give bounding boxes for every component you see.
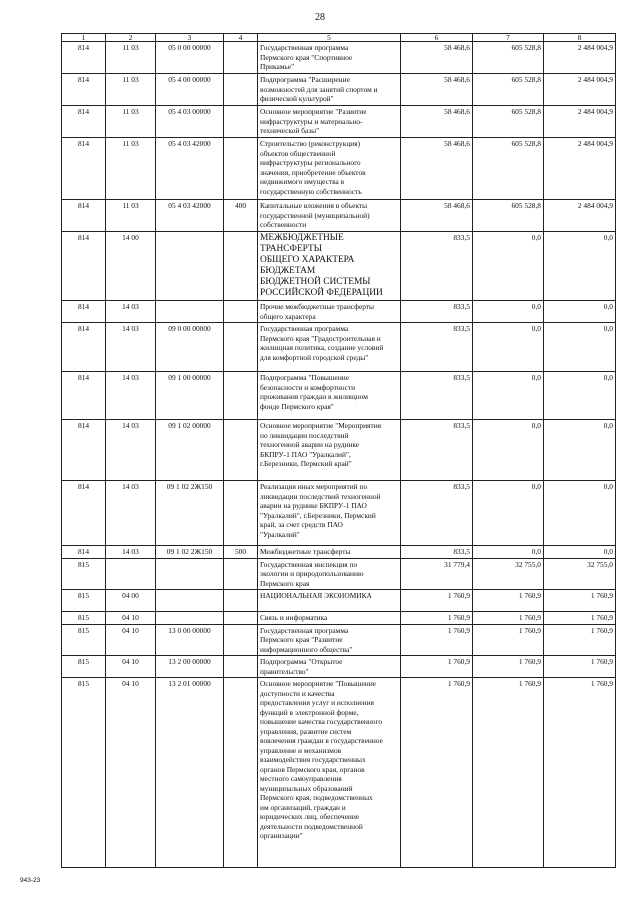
table-row [62, 106, 616, 138]
cell-amount-7: 0,0 [473, 481, 544, 546]
table-row [62, 323, 616, 372]
cell-target-article: 05 4 03 42000 [156, 138, 224, 200]
cell-section: 11 03 [106, 42, 156, 74]
cell-expense-type [224, 372, 258, 420]
cell-amount-7: 605 528,8 [473, 138, 544, 200]
cell-expense-type [224, 558, 258, 590]
budget-table [61, 33, 616, 868]
cell-expense-type [224, 624, 258, 656]
cell-amount-8: 32 755,0 [544, 558, 616, 590]
column-header: 7 [473, 34, 544, 42]
cell-name: Реализация иных мероприятий по ликвидации последствий техногенной аварии на руднике БКПРУ-1 ПАО "Уралкалий", г.Березники, Пермский край, за счет средств ПАО "Уралкалий" [258, 481, 401, 546]
cell-amount-7: 0,0 [473, 420, 544, 481]
table-row [62, 612, 616, 625]
cell-section: 14 03 [106, 546, 156, 559]
cell-grbs: 814 [62, 74, 106, 106]
cell-name: Подпрограмма "Повышение безопасности и комфортности проживания граждан в жилищном фонде Пермского края" [258, 372, 401, 420]
cell-amount-8: 0,0 [544, 232, 616, 301]
cell-section: 04 00 [106, 590, 156, 612]
cell-name: Подпрограмма "Открытое правительство" [258, 656, 401, 678]
table-row [62, 656, 616, 678]
cell-section: 14 03 [106, 372, 156, 420]
cell-name: Основное мероприятие "Повышение доступности и качества предоставления услуг и исполнения функций в электронной форме, повышение качества государственного управления, развитие систем вовлечения граждан в государственное управление и механизмов взаимодействия государственных органов Пермского края, органов местного самоуправления муниципальных образований Пермского края, подведомственных им организаций, граждан и юридических лиц, обеспечение деятельности подведомственной организации" [258, 678, 401, 868]
cell-amount-6: 58 468,6 [401, 42, 473, 74]
cell-amount-7: 1 760,9 [473, 656, 544, 678]
cell-amount-7: 1 760,9 [473, 624, 544, 656]
cell-section: 11 03 [106, 106, 156, 138]
cell-expense-type [224, 678, 258, 868]
cell-amount-6: 833,5 [401, 546, 473, 559]
table-row [62, 200, 616, 232]
page-number: 28 [315, 12, 325, 23]
cell-name: Государственная программа Пермского края "Градостроительная и жилищная политика, создание условий для комфортной городской среды" [258, 323, 401, 372]
cell-expense-type [224, 74, 258, 106]
cell-amount-8: 1 760,9 [544, 624, 616, 656]
cell-amount-8: 2 484 004,9 [544, 42, 616, 74]
cell-amount-7: 0,0 [473, 323, 544, 372]
cell-target-article [156, 232, 224, 301]
cell-grbs: 815 [62, 678, 106, 868]
cell-target-article: 05 4 00 00000 [156, 74, 224, 106]
table-row [62, 138, 616, 200]
cell-target-article: 09 1 02 2Ж150 [156, 546, 224, 559]
table-row [62, 232, 616, 301]
cell-amount-8: 0,0 [544, 546, 616, 559]
cell-amount-7: 605 528,8 [473, 200, 544, 232]
cell-amount-6: 58 468,6 [401, 138, 473, 200]
cell-target-article: 13 2 01 00000 [156, 678, 224, 868]
cell-amount-6: 1 760,9 [401, 678, 473, 868]
cell-amount-8: 1 760,9 [544, 612, 616, 625]
cell-amount-6: 833,5 [401, 420, 473, 481]
table-body [62, 42, 616, 868]
footer-code: 943-23 [20, 877, 41, 884]
cell-target-article: 13 2 00 00000 [156, 656, 224, 678]
cell-expense-type [224, 232, 258, 301]
cell-name: Строительство (реконструкция) объектов общественной инфраструктуры регионального значения, приобретение объектов недвижимого имущества в государственную собственность [258, 138, 401, 200]
table-row [62, 301, 616, 323]
table-row [62, 372, 616, 420]
cell-amount-7: 0,0 [473, 372, 544, 420]
table-row [62, 590, 616, 612]
cell-amount-6: 1 760,9 [401, 624, 473, 656]
column-header: 8 [544, 34, 616, 42]
cell-section: 14 03 [106, 301, 156, 323]
cell-section: 11 03 [106, 74, 156, 106]
cell-grbs: 814 [62, 232, 106, 301]
cell-amount-8: 2 484 004,9 [544, 200, 616, 232]
cell-grbs: 815 [62, 590, 106, 612]
cell-amount-7: 32 755,0 [473, 558, 544, 590]
cell-amount-6: 1 760,9 [401, 590, 473, 612]
cell-grbs: 814 [62, 323, 106, 372]
cell-section: 11 03 [106, 200, 156, 232]
cell-section: 04 10 [106, 678, 156, 868]
table-row [62, 42, 616, 74]
cell-amount-6: 58 468,6 [401, 200, 473, 232]
cell-target-article: 05 4 03 42000 [156, 200, 224, 232]
cell-section: 11 03 [106, 138, 156, 200]
cell-name: Капитальные вложения в объекты государственной (муниципальной) собственности [258, 200, 401, 232]
cell-grbs: 814 [62, 42, 106, 74]
cell-name: Основное мероприятие "Развитие инфраструктуры и материально- технической базы" [258, 106, 401, 138]
cell-name: Государственная программа Пермского края "Развитие информационного общества" [258, 624, 401, 656]
cell-name: Прочие межбюджетные трансферты общего характера [258, 301, 401, 323]
cell-amount-8: 1 760,9 [544, 678, 616, 868]
cell-amount-6: 1 760,9 [401, 612, 473, 625]
cell-amount-8: 1 760,9 [544, 656, 616, 678]
cell-section: 14 00 [106, 232, 156, 301]
cell-expense-type [224, 301, 258, 323]
cell-amount-7: 1 760,9 [473, 678, 544, 868]
cell-amount-7: 605 528,8 [473, 74, 544, 106]
cell-amount-6: 833,5 [401, 323, 473, 372]
cell-amount-6: 833,5 [401, 301, 473, 323]
cell-amount-8: 2 484 004,9 [544, 74, 616, 106]
cell-target-article: 09 1 02 00000 [156, 420, 224, 481]
cell-amount-7: 1 760,9 [473, 612, 544, 625]
cell-grbs: 815 [62, 558, 106, 590]
cell-expense-type [224, 612, 258, 625]
cell-target-article: 13 0 00 00000 [156, 624, 224, 656]
cell-amount-7: 1 760,9 [473, 590, 544, 612]
cell-expense-type: 400 [224, 200, 258, 232]
cell-amount-6: 833,5 [401, 232, 473, 301]
cell-name: Связь и информатика [258, 612, 401, 625]
cell-expense-type [224, 106, 258, 138]
column-header: 4 [224, 34, 258, 42]
cell-expense-type [224, 481, 258, 546]
cell-target-article [156, 590, 224, 612]
cell-amount-6: 31 779,4 [401, 558, 473, 590]
cell-name: МЕЖБЮДЖЕТНЫЕ ТРАНСФЕРТЫ ОБЩЕГО ХАРАКТЕРА БЮДЖЕТАМ БЮДЖЕТНОЙ СИСТЕМЫ РОССИЙСКОЙ ФЕДЕРАЦИИ [258, 232, 401, 301]
cell-amount-8: 0,0 [544, 301, 616, 323]
cell-expense-type [224, 138, 258, 200]
cell-amount-8: 1 760,9 [544, 590, 616, 612]
cell-section: 04 10 [106, 656, 156, 678]
table-header-row [62, 34, 616, 42]
cell-expense-type: 500 [224, 546, 258, 559]
cell-amount-8: 0,0 [544, 420, 616, 481]
cell-target-article: 09 0 00 00000 [156, 323, 224, 372]
cell-grbs: 814 [62, 420, 106, 481]
cell-target-article: 05 4 03 00000 [156, 106, 224, 138]
cell-grbs: 814 [62, 481, 106, 546]
cell-name: Государственная инспекция по экологии и природопользованию Пермского края [258, 558, 401, 590]
cell-amount-8: 2 484 004,9 [544, 106, 616, 138]
cell-amount-7: 605 528,8 [473, 106, 544, 138]
cell-amount-8: 2 484 004,9 [544, 138, 616, 200]
cell-amount-6: 58 468,6 [401, 106, 473, 138]
column-header: 5 [258, 34, 401, 42]
column-header: 1 [62, 34, 106, 42]
cell-section: 04 10 [106, 624, 156, 656]
cell-expense-type [224, 323, 258, 372]
cell-target-article: 09 1 02 2Ж150 [156, 481, 224, 546]
cell-section: 14 03 [106, 323, 156, 372]
cell-grbs: 815 [62, 624, 106, 656]
cell-expense-type [224, 42, 258, 74]
cell-amount-7: 605 528,8 [473, 42, 544, 74]
cell-amount-8: 0,0 [544, 372, 616, 420]
cell-amount-7: 0,0 [473, 301, 544, 323]
cell-expense-type [224, 656, 258, 678]
cell-section: 14 03 [106, 481, 156, 546]
cell-grbs: 814 [62, 546, 106, 559]
cell-grbs: 815 [62, 612, 106, 625]
cell-grbs: 814 [62, 138, 106, 200]
table-row [62, 546, 616, 559]
column-header: 6 [401, 34, 473, 42]
cell-name: Основное мероприятие "Мероприятия по ликвидации последствий техногенной аварии на руднике БКПРУ-1 ПАО "Уралкалий", г.Березники, Пермский край" [258, 420, 401, 481]
table-row [62, 420, 616, 481]
cell-target-article: 05 0 00 00000 [156, 42, 224, 74]
cell-grbs: 814 [62, 301, 106, 323]
cell-amount-7: 0,0 [473, 546, 544, 559]
cell-amount-6: 1 760,9 [401, 656, 473, 678]
cell-section: 04 10 [106, 612, 156, 625]
cell-target-article [156, 301, 224, 323]
cell-amount-7: 0,0 [473, 232, 544, 301]
table-row [62, 558, 616, 590]
cell-grbs: 814 [62, 200, 106, 232]
cell-target-article: 09 1 00 00000 [156, 372, 224, 420]
cell-amount-8: 0,0 [544, 481, 616, 546]
cell-grbs: 814 [62, 372, 106, 420]
table-row [62, 74, 616, 106]
cell-amount-6: 58 468,6 [401, 74, 473, 106]
cell-amount-8: 0,0 [544, 323, 616, 372]
cell-expense-type [224, 420, 258, 481]
cell-name: Государственная программа Пермского края "Спортивное Прикамье" [258, 42, 401, 74]
cell-amount-6: 833,5 [401, 372, 473, 420]
cell-name: Подпрограмма "Расширение возможностей для занятий спортом и физической культурой" [258, 74, 401, 106]
cell-section [106, 558, 156, 590]
cell-section: 14 03 [106, 420, 156, 481]
cell-name: Межбюджетные трансферты [258, 546, 401, 559]
cell-amount-6: 833,5 [401, 481, 473, 546]
cell-target-article [156, 558, 224, 590]
cell-name: НАЦИОНАЛЬНАЯ ЭКОНОМИКА [258, 590, 401, 612]
cell-expense-type [224, 590, 258, 612]
column-header: 3 [156, 34, 224, 42]
cell-target-article [156, 612, 224, 625]
table-row [62, 678, 616, 868]
cell-grbs: 814 [62, 106, 106, 138]
table-row [62, 624, 616, 656]
column-header: 2 [106, 34, 156, 42]
table-row [62, 481, 616, 546]
cell-grbs: 815 [62, 656, 106, 678]
